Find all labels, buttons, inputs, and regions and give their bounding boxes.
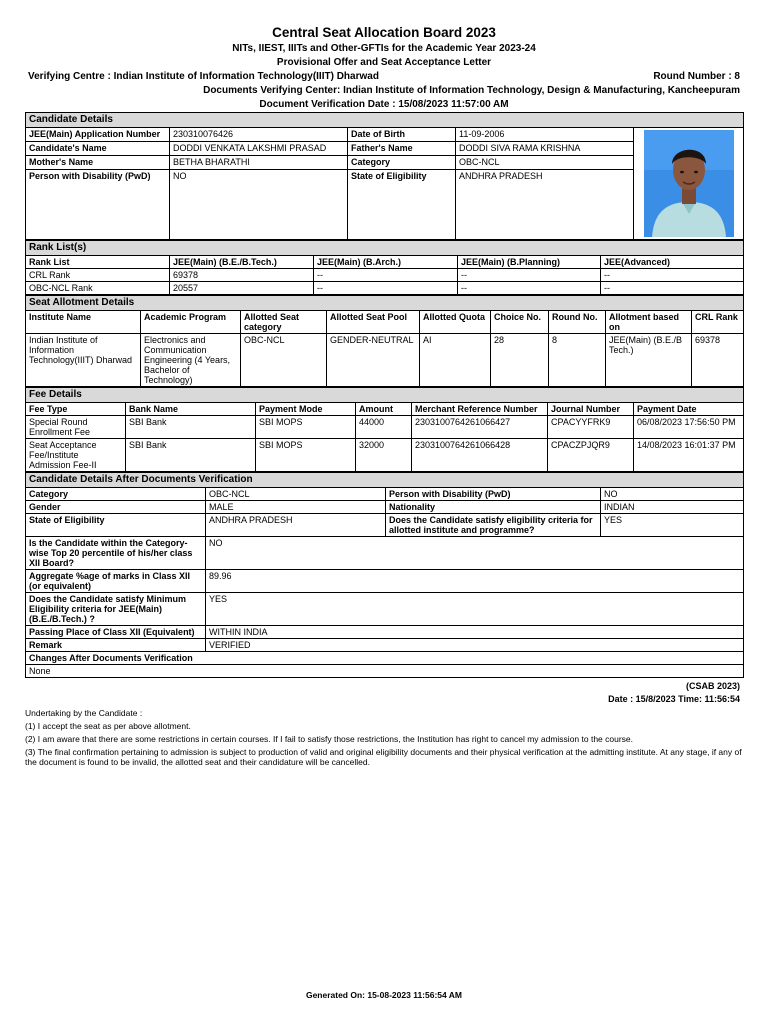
fee-cell: SBI Bank xyxy=(126,439,256,472)
candidate-photo-image xyxy=(644,130,734,237)
after-passing-label: Passing Place of Class XII (Equivalent) xyxy=(26,626,206,639)
fee-cell: 2303100764261066428 xyxy=(412,439,548,472)
documents-verifying-center: Documents Verifying Center: Indian Institute of Information Technology, Design & Manufacturing, Kancheepuram xyxy=(203,85,740,96)
after-passing-value: WITHIN INDIA xyxy=(206,626,744,639)
mother-name-value: BETHA BHARATHI xyxy=(170,156,348,170)
letter-title: Provisional Offer and Seat Acceptance Letter xyxy=(276,57,492,68)
rank-col-header: JEE(Main) (B.Arch.) xyxy=(314,256,458,269)
csab-label: (CSAB 2023) xyxy=(685,681,740,691)
rank-cell: -- xyxy=(601,269,744,282)
document-subtitle: NITs, IIEST, IIITs and Other-GFTIs for the Academic Year 2023-24 xyxy=(232,43,536,54)
fee-cell: 06/08/2023 17:56:50 PM xyxy=(634,416,744,439)
fee-col-header: Amount xyxy=(356,403,412,416)
after-remark-value: VERIFIED xyxy=(206,639,744,652)
document-page xyxy=(25,24,743,770)
fee-cell: SBI MOPS xyxy=(256,416,356,439)
seat-col-header: Institute Name xyxy=(26,311,141,334)
father-name-label: Father's Name xyxy=(348,142,456,156)
fee-cell: 44000 xyxy=(356,416,412,439)
rank-col-header: JEE(Advanced) xyxy=(601,256,744,269)
after-verification-header: Candidate Details After Documents Verification xyxy=(26,473,744,488)
rank-cell: -- xyxy=(314,282,458,295)
rank-cell: 69378 xyxy=(170,269,314,282)
after-category-label: Category xyxy=(26,488,206,501)
rank-cell: CRL Rank xyxy=(26,269,170,282)
seat-cell: OBC-NCL xyxy=(241,334,327,387)
seat-cell: JEE(Main) (B.E./B Tech.) xyxy=(606,334,692,387)
seat-allotment-header: Seat Allotment Details xyxy=(26,296,744,311)
seat-col-header: Allotted Seat Pool xyxy=(327,311,420,334)
fee-cell: SBI MOPS xyxy=(256,439,356,472)
seat-col-header: Allotment based on xyxy=(606,311,692,334)
verifying-centre: Verifying Centre : Indian Institute of Information Technology(IIIT) Dharwad xyxy=(28,71,379,82)
seat-cell: 28 xyxy=(491,334,549,387)
rank-cell: -- xyxy=(458,282,601,295)
pwd-label: Person with Disability (PwD) xyxy=(26,170,170,240)
generated-on: Generated On: 15-08-2023 11:56:54 AM xyxy=(305,990,463,1000)
verification-date: Document Verification Date : 15/08/2023 11:57:00 AM xyxy=(259,99,509,110)
mother-name-label: Mother's Name xyxy=(26,156,170,170)
document-title: Central Seat Allocation Board 2023 xyxy=(272,25,496,40)
table-row xyxy=(26,269,744,282)
fee-details-header: Fee Details xyxy=(26,388,744,403)
table-row xyxy=(26,416,744,439)
seat-col-header: Round No. xyxy=(549,311,606,334)
after-eligibility-label: Does the Candidate satisfy eligibility criteria for allotted institute and programme? xyxy=(386,514,601,537)
candidate-details-header: Candidate Details xyxy=(26,113,744,128)
undertaking-section xyxy=(25,708,743,767)
state-value: ANDHRA PRADESH xyxy=(456,170,634,240)
fee-cell: 2303100764261066427 xyxy=(412,416,548,439)
undertaking-item: (1) I accept the seat as per above allotment. xyxy=(25,721,191,731)
rank-col-header: JEE(Main) (B.E./B.Tech.) xyxy=(170,256,314,269)
app-no-label: JEE(Main) Application Number xyxy=(26,128,170,142)
state-label: State of Eligibility xyxy=(348,170,456,240)
category-value: OBC-NCL xyxy=(456,156,634,170)
candidate-photo xyxy=(644,130,734,237)
candidate-name-value: DODDI VENKATA LAKSHMI PRASAD xyxy=(170,142,348,156)
print-date-time: Date : 15/8/2023 Time: 11:56:54 xyxy=(608,694,740,704)
photo-cell xyxy=(634,128,744,240)
rank-col-header: Rank List xyxy=(26,256,170,269)
fee-col-header: Payment Date xyxy=(634,403,744,416)
dob-value: 11-09-2006 xyxy=(456,128,634,142)
seat-col-header: Academic Program xyxy=(141,311,241,334)
after-changes-label: Changes After Documents Verification xyxy=(26,652,744,665)
fee-col-header: Journal Number xyxy=(548,403,634,416)
fee-col-header: Fee Type xyxy=(26,403,126,416)
fee-col-header: Bank Name xyxy=(126,403,256,416)
seat-cell: 8 xyxy=(549,334,606,387)
fee-cell: Seat Acceptance Fee/Institute Admission Fee-II xyxy=(26,439,126,472)
seat-cell: Electronics and Communication Engineering (4 Years, Bachelor of Technology) xyxy=(141,334,241,387)
undertaking-item: (2) I am aware that there are some restrictions in certain courses. If I fail to satisfy those restrictions, the Institution has right to cancel my admission to the course. xyxy=(25,734,634,744)
app-no-value: 230310076426 xyxy=(170,128,348,142)
after-aggregate-value: 89.96 xyxy=(206,570,744,593)
undertaking-title: Undertaking by the Candidate : xyxy=(25,708,143,718)
verifying-centre-row xyxy=(25,70,743,84)
candidate-details-table xyxy=(25,112,744,240)
seat-col-header: Choice No. xyxy=(491,311,549,334)
after-verification-table xyxy=(25,472,744,678)
seat-col-header: Allotted Quota xyxy=(420,311,491,334)
rank-cell: OBC-NCL Rank xyxy=(26,282,170,295)
seat-cell: 69378 xyxy=(692,334,744,387)
rank-list-header: Rank List(s) xyxy=(26,241,744,256)
after-min-eligibility-label: Does the Candidate satisfy Minimum Eligibility criteria for JEE(Main) (B.E./B.Tech.) ? xyxy=(26,593,206,626)
seat-allotment-table xyxy=(25,295,744,387)
after-remark-label: Remark xyxy=(26,639,206,652)
table-row xyxy=(26,439,744,472)
after-gender-value: MALE xyxy=(206,501,386,514)
fee-col-header: Payment Mode xyxy=(256,403,356,416)
pwd-value: NO xyxy=(170,170,348,240)
rank-col-header: JEE(Main) (B.Planning) xyxy=(458,256,601,269)
after-aggregate-label: Aggregate %age of marks in Class XII (or equivalent) xyxy=(26,570,206,593)
fee-details-table xyxy=(25,387,744,472)
seat-col-header: Allotted Seat category xyxy=(241,311,327,334)
category-label: Category xyxy=(348,156,456,170)
after-state-value: ANDHRA PRADESH xyxy=(206,514,386,537)
after-nationality-label: Nationality xyxy=(386,501,601,514)
undertaking-item: (3) The final confirmation pertaining to admission is subject to production of valid and original eligibility documents and their physical verification at the admitting institute. At any stage, if any of the document is found to be invalid, the allotted seat and their candidature will be cancelled. xyxy=(25,747,742,767)
after-eligibility-value: YES xyxy=(601,514,744,537)
after-state-label: State of Eligibility xyxy=(26,514,206,537)
round-number: Round Number : 8 xyxy=(653,71,740,82)
after-pwd-label: Person with Disability (PwD) xyxy=(386,488,601,501)
fee-cell: Special Round Enrollment Fee xyxy=(26,416,126,439)
fee-cell: CPACZPJQR9 xyxy=(548,439,634,472)
fee-cell: SBI Bank xyxy=(126,416,256,439)
after-changes-value: None xyxy=(26,665,744,678)
after-gender-label: Gender xyxy=(26,501,206,514)
fee-cell: 32000 xyxy=(356,439,412,472)
seat-col-header: CRL Rank xyxy=(692,311,744,334)
table-row xyxy=(26,334,744,387)
table-row xyxy=(26,282,744,295)
after-min-eligibility-value: YES xyxy=(206,593,744,626)
candidate-name-label: Candidate's Name xyxy=(26,142,170,156)
fee-cell: CPACYYFRK9 xyxy=(548,416,634,439)
after-category-value: OBC-NCL xyxy=(206,488,386,501)
rank-cell: -- xyxy=(314,269,458,282)
after-top20-value: NO xyxy=(206,537,744,570)
rank-cell: -- xyxy=(601,282,744,295)
seat-cell: GENDER-NEUTRAL xyxy=(327,334,420,387)
rank-cell: -- xyxy=(458,269,601,282)
after-pwd-value: NO xyxy=(601,488,744,501)
seat-cell: AI xyxy=(420,334,491,387)
rank-cell: 20557 xyxy=(170,282,314,295)
dob-label: Date of Birth xyxy=(348,128,456,142)
after-top20-label: Is the Candidate within the Category-wise Top 20 percentile of his/her class XII Board? xyxy=(26,537,206,570)
after-nationality-value: INDIAN xyxy=(601,501,744,514)
fee-cell: 14/08/2023 16:01:37 PM xyxy=(634,439,744,472)
seat-cell: Indian Institute of Information Technology(IIIT) Dharwad xyxy=(26,334,141,387)
father-name-value: DODDI SIVA RAMA KRISHNA xyxy=(456,142,634,156)
fee-col-header: Merchant Reference Number xyxy=(412,403,548,416)
rank-list-table xyxy=(25,240,744,295)
